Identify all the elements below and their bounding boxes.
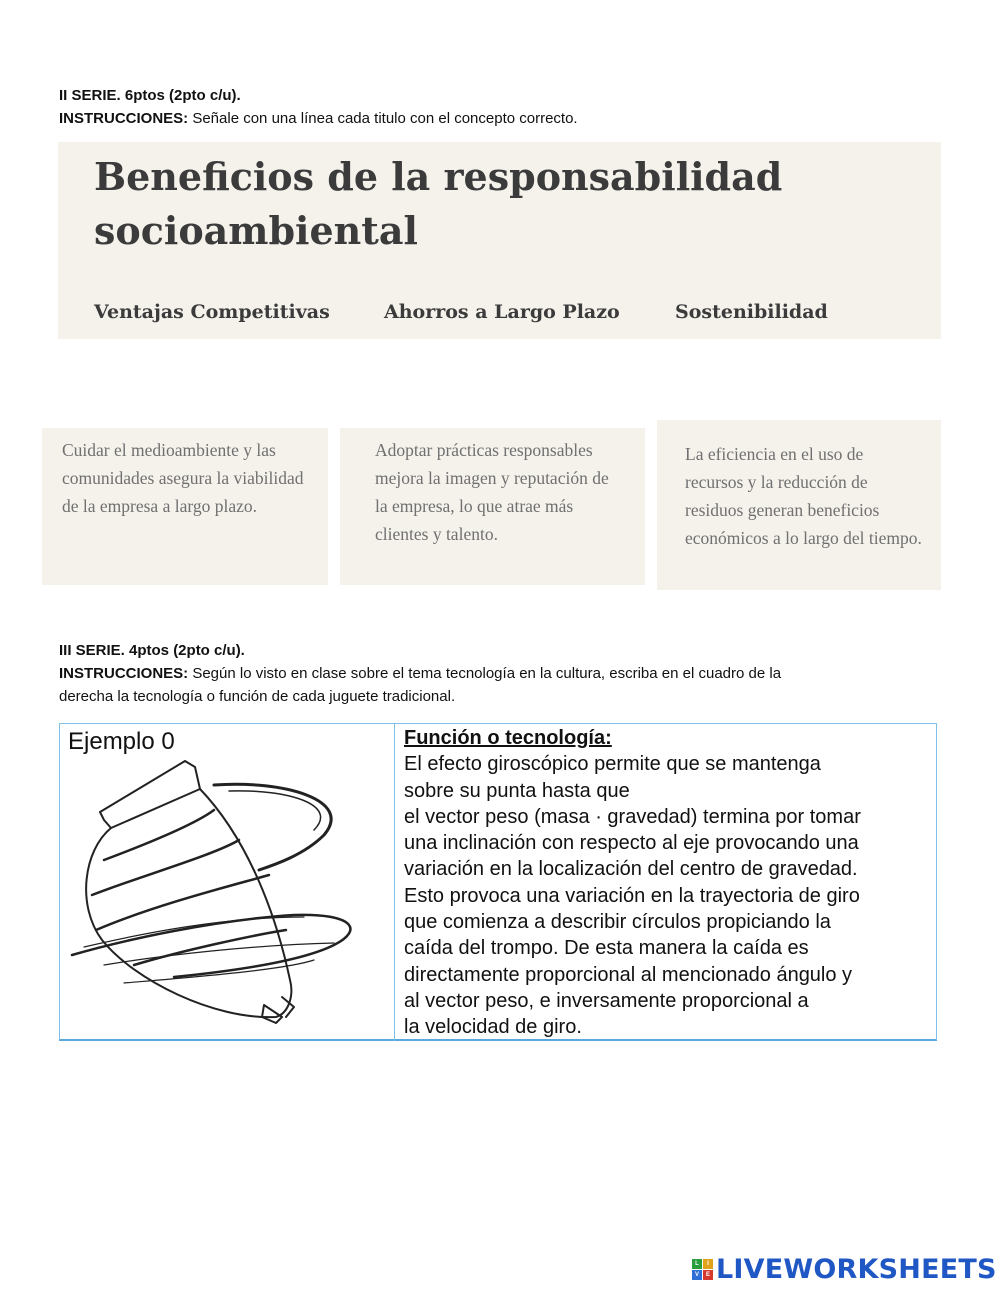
benefits-title-line2: socioambiental — [94, 208, 418, 253]
function-line: Esto provoca una variación en la trayectoria de giro — [404, 884, 860, 907]
card-eficiencia[interactable] — [657, 420, 941, 590]
section3-title: III SERIE. 4ptos (2pto c/u). — [59, 642, 245, 659]
function-line: variación en la localización del centro de gravedad. — [404, 858, 858, 881]
section3-instr-text-line1: Según lo visto en clase sobre el tema tecnología en la cultura, escriba en el cuadro de la — [188, 665, 782, 682]
card-imagen[interactable] — [340, 428, 645, 585]
section2-instr-label: INSTRUCCIONES: — [59, 110, 189, 127]
logo-block-l: L — [692, 1259, 702, 1269]
card-medioambiente[interactable] — [42, 428, 328, 585]
section3-instr-label: INSTRUCCIONES: — [59, 665, 189, 682]
function-line: al vector peso, e inversamente proporcional a — [404, 989, 809, 1012]
benefits-title — [94, 150, 894, 258]
section3-instructions — [59, 662, 939, 708]
function-line: caída del trompo. De esta manera la caída es — [404, 937, 809, 960]
function-line: una inclinación con respecto al eje provocando una — [404, 832, 859, 855]
heading-ventajas[interactable]: Ventajas Competitivas — [94, 301, 330, 323]
function-title: Función o tecnología: — [404, 727, 612, 749]
function-column[interactable] — [404, 725, 932, 1041]
section2-instructions — [59, 107, 578, 130]
function-line: sobre su punta hasta que — [404, 779, 630, 802]
top-body — [86, 789, 291, 1017]
function-line: directamente proporcional al mencionado ángulo y — [404, 963, 853, 986]
top-head — [100, 761, 200, 828]
logo-block-e: E — [703, 1270, 713, 1280]
logo-text: LIVEWORKSHEETS — [716, 1254, 997, 1285]
logo-blocks-icon — [692, 1259, 713, 1280]
card-imagen-text: Adoptar prácticas responsables mejora la imagen y reputación de la empresa, lo que atrae más clientes y talento. — [375, 440, 609, 544]
function-line: que comienza a describir círculos propiciando la — [404, 911, 831, 934]
logo-block-v: V — [692, 1270, 702, 1280]
section2-header — [59, 84, 578, 130]
logo-block-i: I — [703, 1259, 713, 1269]
heading-sostenibilidad[interactable]: Sostenibilidad — [675, 301, 828, 323]
example-label: Ejemplo 0 — [68, 728, 175, 755]
function-line: el vector peso (masa · gravedad) termina por tomar — [404, 805, 861, 828]
card-medioambiente-text: Cuidar el medioambiente y las comunidades asegura la viabilidad de la empresa a largo plazo. — [62, 440, 304, 516]
benefits-title-line1: Beneficios de la responsabilidad — [94, 154, 783, 199]
heading-ahorros[interactable]: Ahorros a Largo Plazo — [384, 301, 620, 323]
section3-header — [59, 639, 939, 708]
section2-instr-text: Señale con una línea cada titulo con el concepto correcto. — [188, 110, 578, 127]
table-divider — [394, 723, 395, 1041]
section3-instr-text-line2: derecha la tecnología o función de cada juguete tradicional. — [59, 688, 456, 705]
function-line: El efecto giroscópico permite que se mantenga — [404, 753, 821, 776]
card-eficiencia-text: La eficiencia en el uso de recursos y la reducción de residuos generan beneficios económicos a lo largo del tiempo. — [685, 444, 922, 548]
spinning-top-illustration — [64, 755, 389, 1030]
section2-title: II SERIE. 6ptos (2pto c/u). — [59, 87, 241, 104]
function-line: la velocidad de giro. — [404, 1016, 582, 1039]
liveworksheets-logo — [692, 1254, 997, 1285]
